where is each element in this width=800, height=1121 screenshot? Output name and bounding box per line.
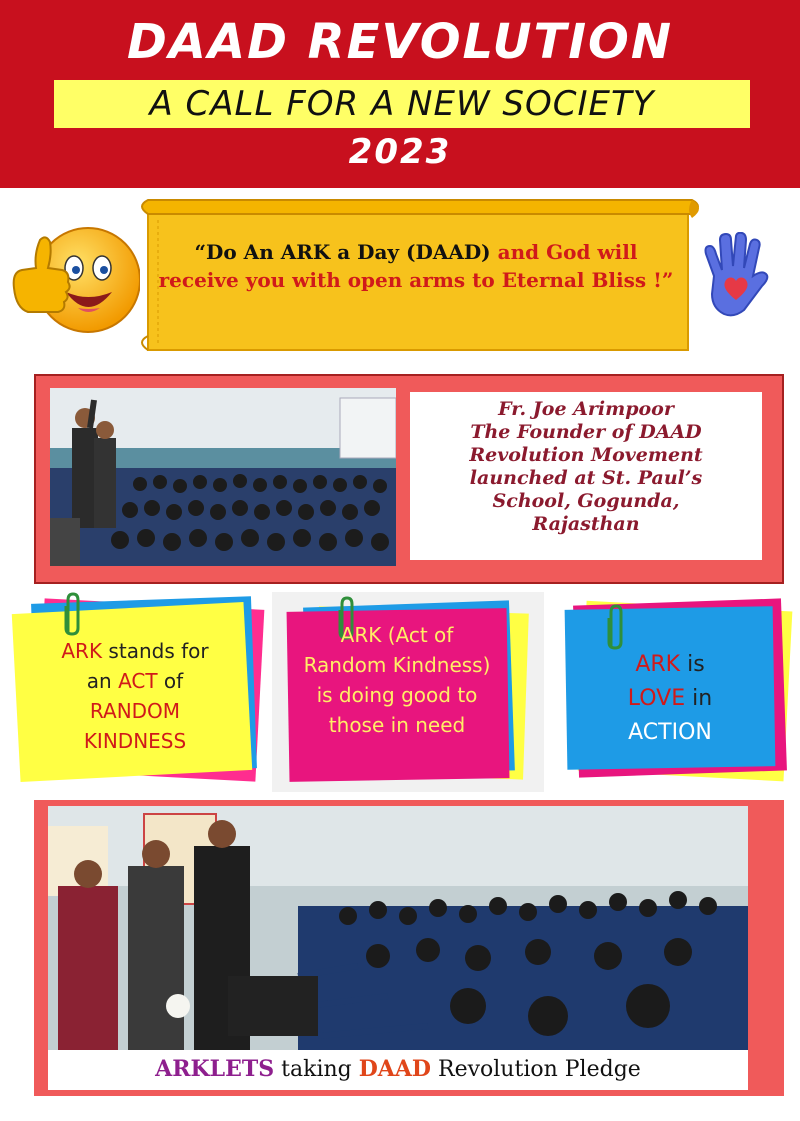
paper-clip-icon [604, 604, 626, 652]
quote-part1: “Do An ARK a Day (DAAD) [194, 240, 491, 264]
founder-line: Rajasthan [532, 513, 640, 535]
note-word: of [157, 669, 184, 693]
pledge-caption [48, 1052, 748, 1087]
thumbs-up-smiley-icon [8, 210, 140, 340]
caption-arklets: ARKLETS [155, 1056, 275, 1082]
note-word: an [86, 669, 119, 693]
note-line: is doing good to [316, 683, 478, 707]
blue-note-text [580, 648, 760, 750]
paper-clip-icon [62, 592, 82, 638]
note-word: stands for [102, 639, 209, 663]
note-word: in [685, 686, 713, 711]
quote-part2: and God will receive you with open arms to Eternal Bliss !” [158, 240, 674, 292]
founder-line: Fr. Joe Arimpoor [498, 398, 674, 420]
caption-daad: DAAD [358, 1056, 432, 1082]
note-line: those in need [328, 713, 466, 737]
founder-line: launched at St. Paul’s [469, 467, 703, 489]
founder-text [410, 398, 762, 536]
note-word-ark: ARK [635, 652, 681, 677]
note-word: is [680, 652, 705, 677]
note-line: Random Kindness) [303, 653, 491, 677]
pink-note-text [290, 620, 504, 740]
caption-word: taking [274, 1057, 359, 1082]
page-title: DAAD REVOLUTION [126, 14, 674, 70]
founder-line: School, Gogunda, [492, 490, 680, 512]
caption-word: Revolution Pledge [431, 1057, 641, 1082]
note-word-ark: ARK [61, 639, 103, 663]
note-word-action: ACTION [628, 720, 712, 745]
note-word-love: LOVE [627, 686, 686, 711]
classroom-photo-2 [48, 806, 748, 1050]
note-word-act: ACT [118, 669, 158, 693]
yellow-note-text [24, 636, 246, 756]
year-label: 2023 [348, 132, 452, 172]
note-word-kindness: KINDNESS [83, 729, 187, 753]
page-subtitle: A CALL FOR A NEW SOCIETY [54, 80, 750, 128]
note-line: ARK (Act of [340, 623, 454, 647]
heart-hand-icon [700, 232, 772, 318]
quote-text [152, 238, 680, 294]
founder-line: Revolution Movement [469, 444, 703, 466]
founder-line: The Founder of DAAD [470, 421, 702, 443]
classroom-photo-1 [50, 388, 396, 566]
note-word-random: RANDOM [89, 699, 181, 723]
